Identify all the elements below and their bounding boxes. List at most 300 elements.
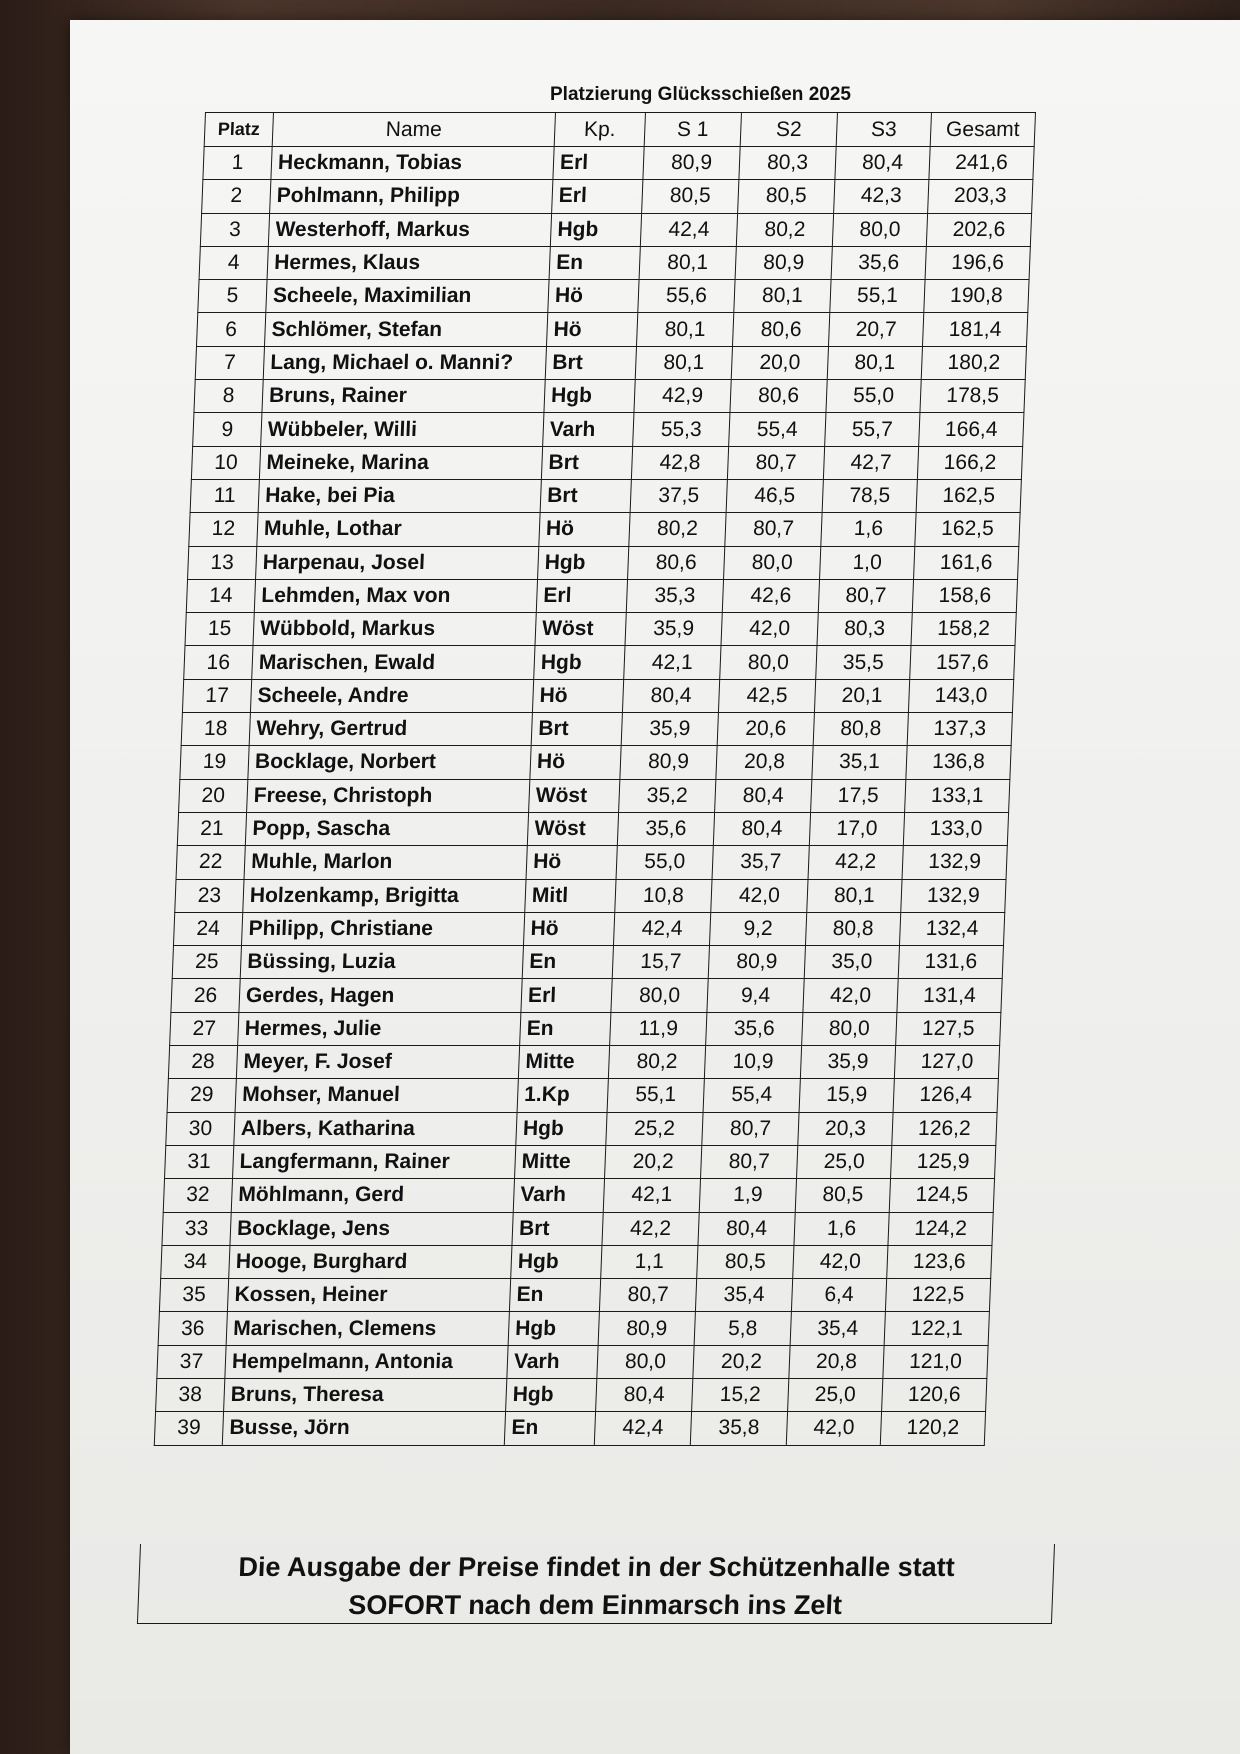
cell-s1: 42,8 [631,446,728,479]
cell-s2: 80,1 [734,280,831,313]
cell-kp: Brt [545,346,636,379]
cell-kp: Hö [532,679,623,712]
cell-s2: 35,8 [690,1412,787,1445]
cell-s2: 42,0 [711,879,808,912]
cell-s1: 80,1 [635,346,732,379]
cell-gesamt: 161,6 [914,546,1019,579]
cell-s2: 35,6 [706,1012,803,1045]
cell-kp: Mitl [525,879,616,912]
cell-s1: 1,1 [601,1245,698,1278]
cell-name: Westerhoff, Markus [268,213,551,246]
cell-s1: 80,0 [597,1345,694,1378]
col-header-s1: S 1 [644,113,741,147]
cell-kp: Hgb [538,546,629,579]
cell-s1: 42,9 [634,380,731,413]
cell-s2: 42,0 [721,613,818,646]
cell-gesamt: 131,4 [897,979,1002,1012]
cell-kp: Erl [552,180,643,213]
cell-s2: 35,7 [712,846,809,879]
cell-platz: 8 [194,380,263,413]
cell-s2: 80,7 [701,1145,798,1178]
cell-platz: 31 [165,1145,234,1178]
cell-gesamt: 162,5 [915,513,1020,546]
cell-s2: 80,5 [738,180,835,213]
cell-platz: 6 [196,313,265,346]
cell-s2: 20,2 [693,1345,790,1378]
cell-name: Hooge, Burghard [229,1245,512,1278]
table-row [198,280,1029,313]
cell-name: Harpenau, Josel [256,546,539,579]
cell-s2: 20,8 [716,746,813,779]
table-row [179,779,1010,812]
cell-s3: 42,0 [793,1245,888,1278]
cell-gesamt: 181,4 [922,313,1027,346]
cell-s3: 35,5 [816,646,911,679]
cell-gesamt: 125,9 [891,1145,996,1178]
cell-name: Muhle, Marlon [244,846,527,879]
cell-s1: 35,9 [621,713,718,746]
cell-s2: 80,6 [732,313,829,346]
page-title: Platzierung Glücksschießen 2025 [550,84,851,105]
cell-name: Marischen, Clemens [226,1312,509,1345]
cell-s1: 80,9 [620,746,717,779]
cell-platz: 4 [199,246,268,279]
cell-platz: 35 [159,1279,228,1312]
cell-name: Scheele, Andre [250,679,533,712]
cell-platz: 25 [172,946,241,979]
cell-kp: Hö [530,746,621,779]
cell-s2: 80,9 [708,946,805,979]
table-row [193,413,1024,446]
cell-s1: 42,4 [594,1412,691,1445]
cell-s2: 80,7 [727,446,824,479]
cell-name: Schlömer, Stefan [264,313,547,346]
col-header-s3: S3 [836,113,931,147]
cell-platz: 30 [166,1112,235,1145]
cell-s1: 20,2 [605,1145,702,1178]
cell-s3: 42,7 [823,446,918,479]
cell-kp: Wöst [535,613,626,646]
table-row [200,213,1031,246]
cell-s1: 42,1 [603,1179,700,1212]
cell-s1: 35,9 [625,613,722,646]
cell-platz: 14 [186,579,255,612]
cell-s1: 11,9 [610,1012,707,1045]
cell-name: Scheele, Maximilian [266,280,549,313]
table-row [186,579,1017,612]
cell-platz: 20 [179,779,248,812]
cell-gesamt: 137,3 [907,713,1012,746]
cell-s2: 55,4 [729,413,826,446]
table-row [171,979,1002,1012]
cell-s1: 42,4 [613,912,710,945]
cell-kp: Mitte [518,1046,609,1079]
table-row [188,546,1019,579]
cell-s1: 55,3 [633,413,730,446]
cell-name: Bruns, Rainer [262,380,545,413]
cell-platz: 32 [163,1179,232,1212]
cell-s2: 42,6 [722,579,819,612]
cell-s1: 15,7 [612,946,709,979]
cell-kp: Varh [543,413,634,446]
cell-name: Freese, Christoph [247,779,530,812]
cell-s3: 80,0 [832,213,927,246]
results-body [154,147,1034,1446]
prize-notice-line-2: SOFORT nach dem Einmarsch ins Zelt [347,1590,843,1620]
cell-s2: 80,4 [698,1212,795,1245]
cell-kp: Brt [540,479,631,512]
cell-kp: Hgb [508,1312,599,1345]
cell-platz: 11 [190,479,259,512]
cell-kp: Erl [521,979,612,1012]
cell-gesamt: 124,2 [888,1212,993,1245]
table-row [182,679,1013,712]
cell-kp: Hgb [544,380,635,413]
cell-gesamt: 178,5 [920,380,1025,413]
cell-platz: 5 [198,280,267,313]
cell-platz: 15 [185,613,254,646]
cell-name: Busse, Jörn [222,1412,505,1445]
cell-s3: 80,7 [818,579,913,612]
cell-platz: 18 [181,713,250,746]
cell-gesamt: 196,6 [925,246,1030,279]
cell-s3: 80,0 [802,1012,897,1045]
cell-gesamt: 180,2 [921,346,1026,379]
col-header-platz: Platz [204,113,273,147]
prize-notice [137,1544,1055,1624]
cell-s3: 1,6 [821,513,916,546]
cell-s1: 37,5 [630,479,727,512]
cell-platz: 21 [177,812,246,845]
cell-s1: 80,2 [629,513,726,546]
cell-kp: Varh [513,1179,604,1212]
cell-kp: En [504,1412,595,1445]
cell-name: Marischen, Ewald [252,646,535,679]
table-row [181,713,1012,746]
cell-name: Hake, bei Pia [258,479,541,512]
cell-name: Hermes, Julie [238,1012,521,1045]
cell-kp: Varh [507,1345,598,1378]
cell-kp: Hö [546,313,637,346]
cell-s2: 9,2 [709,912,806,945]
cell-kp: Hgb [506,1378,597,1411]
cell-platz: 24 [173,912,242,945]
cell-gesamt: 122,5 [885,1279,990,1312]
cell-platz: 29 [167,1079,236,1112]
cell-name: Meyer, F. Josef [236,1046,519,1079]
cell-s2: 80,7 [702,1112,799,1145]
table-row [190,479,1021,512]
cell-platz: 2 [202,180,271,213]
cell-s1: 80,1 [636,313,733,346]
cell-name: Bocklage, Norbert [248,746,531,779]
table-row [161,1245,992,1278]
cell-s2: 46,5 [726,479,823,512]
col-header-kp: Kp. [554,113,645,147]
cell-s3: 35,4 [790,1312,885,1345]
col-header-gesamt: Gesamt [930,113,1035,147]
cell-kp: Brt [541,446,632,479]
table-row [189,513,1020,546]
cell-name: Philipp, Christiane [241,912,524,945]
col-header-name: Name [272,113,555,147]
col-header-s2: S2 [740,113,837,147]
cell-s1: 35,2 [619,779,716,812]
table-row [177,812,1008,845]
table-row [154,1412,985,1445]
cell-kp: En [522,946,613,979]
cell-gesamt: 133,1 [905,779,1010,812]
cell-name: Heckmann, Tobias [271,147,554,180]
cell-kp: Hö [539,513,630,546]
table-row [157,1345,988,1378]
cell-kp: Hgb [511,1245,602,1278]
cell-gesamt: 157,6 [910,646,1015,679]
cell-gesamt: 132,4 [899,912,1004,945]
cell-s2: 80,3 [739,147,836,180]
cell-s1: 80,1 [639,246,736,279]
cell-s1: 42,2 [602,1212,699,1245]
cell-s2: 80,9 [735,246,832,279]
table-row [173,912,1004,945]
cell-gesamt: 136,8 [906,746,1011,779]
cell-s1: 80,4 [596,1378,693,1411]
cell-s2: 9,4 [707,979,804,1012]
cell-gesamt: 190,8 [924,280,1029,313]
cell-gesamt: 203,3 [928,180,1033,213]
table-row [156,1378,987,1411]
cell-gesamt: 120,2 [880,1412,985,1445]
cell-s1: 80,9 [598,1312,695,1345]
cell-platz: 9 [193,413,262,446]
cell-name: Wehry, Gertrud [249,713,532,746]
table-row [195,346,1026,379]
cell-kp: En [549,246,640,279]
cell-kp: Hö [526,846,617,879]
cell-name: Meineke, Marina [259,446,542,479]
table-row [203,147,1034,180]
cell-name: Pohlmann, Philipp [270,180,553,213]
table-row [176,846,1007,879]
cell-gesamt: 143,0 [908,679,1013,712]
cell-s1: 25,2 [606,1112,703,1145]
cell-name: Wübbeler, Willi [261,413,544,446]
cell-s2: 80,6 [730,380,827,413]
cell-name: Bocklage, Jens [230,1212,513,1245]
table-row [194,380,1025,413]
cell-s1: 55,1 [607,1079,704,1112]
cell-gesamt: 202,6 [926,213,1031,246]
cell-kp: Erl [553,147,644,180]
cell-gesamt: 121,0 [883,1345,988,1378]
cell-platz: 39 [154,1412,223,1445]
table-row [185,613,1016,646]
cell-platz: 19 [180,746,249,779]
table-row [199,246,1030,279]
cell-name: Holzenkamp, Brigitta [243,879,526,912]
prize-notice-line-1: Die Ausgabe der Preise findet in der Schützenhalle statt [237,1552,956,1582]
cell-name: Wübbold, Markus [253,613,536,646]
cell-name: Bruns, Theresa [224,1378,507,1411]
cell-gesamt: 158,2 [911,613,1016,646]
cell-platz: 27 [170,1012,239,1045]
cell-platz: 26 [171,979,240,1012]
cell-kp: Mitte [515,1145,606,1178]
cell-name: Kossen, Heiner [227,1279,510,1312]
cell-platz: 33 [162,1212,231,1245]
cell-platz: 23 [175,879,244,912]
cell-s3: 55,0 [826,380,921,413]
cell-s2: 5,8 [694,1312,791,1345]
cell-name: Popp, Sascha [245,812,528,845]
cell-platz: 10 [191,446,260,479]
cell-s1: 10,8 [615,879,712,912]
cell-kp: Wöst [529,779,620,812]
cell-name: Hempelmann, Antonia [225,1345,508,1378]
cell-s3: 25,0 [797,1145,892,1178]
cell-s3: 80,4 [835,147,930,180]
cell-s2: 1,9 [699,1179,796,1212]
cell-s3: 42,2 [808,846,903,879]
cell-s3: 35,0 [804,946,899,979]
table-row [158,1312,989,1345]
cell-platz: 7 [195,346,264,379]
cell-s3: 25,0 [788,1378,883,1411]
cell-s3: 55,1 [830,280,925,313]
cell-s2: 20,0 [731,346,828,379]
cell-kp: Hgb [550,213,641,246]
cell-s3: 42,0 [786,1412,881,1445]
cell-gesamt: 124,5 [889,1179,994,1212]
cell-gesamt: 122,1 [884,1312,989,1345]
cell-gesamt: 158,6 [912,579,1017,612]
cell-kp: Wöst [527,812,618,845]
cell-gesamt: 166,4 [919,413,1024,446]
cell-platz: 38 [156,1378,225,1411]
cell-s1: 55,0 [616,846,713,879]
cell-gesamt: 132,9 [901,879,1006,912]
cell-kp: En [509,1279,600,1312]
cell-platz: 13 [188,546,257,579]
table-row [202,180,1033,213]
cell-gesamt: 241,6 [929,147,1034,180]
cell-s3: 80,1 [827,346,922,379]
cell-s3: 20,1 [814,679,909,712]
cell-gesamt: 131,6 [898,946,1003,979]
cell-name: Langfermann, Rainer [233,1145,516,1178]
cell-platz: 36 [158,1312,227,1345]
results-table [154,112,1036,1446]
cell-s1: 35,6 [617,812,714,845]
cell-platz: 37 [157,1345,226,1378]
table-row [184,646,1015,679]
cell-kp: Erl [536,579,627,612]
cell-platz: 28 [168,1046,237,1079]
cell-s2: 42,5 [718,679,815,712]
cell-name: Lehmden, Max von [254,579,537,612]
cell-s2: 80,2 [736,213,833,246]
cell-s2: 80,4 [713,812,810,845]
header-row [204,113,1035,147]
cell-s3: 35,1 [812,746,907,779]
cell-s3: 17,5 [811,779,906,812]
cell-kp: 1.Kp [517,1079,608,1112]
cell-s3: 42,3 [834,180,929,213]
cell-kp: Hö [548,280,639,313]
cell-s3: 1,6 [794,1212,889,1245]
cell-name: Mohser, Manuel [235,1079,518,1112]
cell-s1: 80,0 [611,979,708,1012]
cell-name: Muhle, Lothar [257,513,540,546]
cell-platz: 34 [161,1245,230,1278]
cell-s2: 80,5 [697,1245,794,1278]
table-row [167,1079,998,1112]
cell-s2: 10,9 [704,1046,801,1079]
cell-s3: 78,5 [822,479,917,512]
table-row [166,1112,997,1145]
cell-s3: 20,8 [789,1345,884,1378]
cell-kp: En [520,1012,611,1045]
cell-s3: 6,4 [791,1279,886,1312]
cell-name: Hermes, Klaus [267,246,550,279]
cell-gesamt: 126,4 [893,1079,998,1112]
cell-name: Lang, Michael o. Manni? [263,346,546,379]
cell-gesamt: 123,6 [887,1245,992,1278]
cell-s1: 55,6 [638,280,735,313]
cell-kp: Brt [531,713,622,746]
cell-s3: 80,3 [817,613,912,646]
cell-s2: 15,2 [692,1378,789,1411]
cell-platz: 12 [189,513,258,546]
cell-s3: 15,9 [799,1079,894,1112]
cell-s3: 80,5 [795,1179,890,1212]
cell-s2: 55,4 [703,1079,800,1112]
cell-platz: 16 [184,646,253,679]
cell-s3: 42,0 [803,979,898,1012]
cell-s2: 35,4 [695,1279,792,1312]
cell-kp: Hgb [534,646,625,679]
cell-s3: 1,0 [820,546,915,579]
table-row [170,1012,1001,1045]
cell-s1: 80,5 [642,180,739,213]
cell-s2: 20,6 [717,713,814,746]
cell-kp: Hgb [516,1112,607,1145]
cell-gesamt: 132,9 [902,846,1007,879]
cell-platz: 22 [176,846,245,879]
cell-gesamt: 133,0 [903,812,1008,845]
cell-s1: 35,3 [626,579,723,612]
cell-gesamt: 120,6 [882,1378,987,1411]
cell-s2: 80,0 [724,546,821,579]
cell-gesamt: 127,5 [896,1012,1001,1045]
cell-platz: 17 [182,679,251,712]
cell-gesamt: 127,0 [894,1046,999,1079]
cell-name: Möhlmann, Gerd [231,1179,514,1212]
cell-s2: 80,7 [725,513,822,546]
cell-kp: Hö [523,912,614,945]
cell-s1: 42,4 [640,213,737,246]
cell-gesamt: 126,2 [892,1112,997,1145]
cell-s1: 80,2 [608,1046,705,1079]
cell-s3: 20,3 [798,1112,893,1145]
table-row [196,313,1027,346]
cell-s3: 55,7 [825,413,920,446]
table-row [165,1145,996,1178]
table-row [159,1279,990,1312]
cell-s1: 80,4 [622,679,719,712]
table-row [163,1179,994,1212]
cell-gesamt: 162,5 [916,479,1021,512]
